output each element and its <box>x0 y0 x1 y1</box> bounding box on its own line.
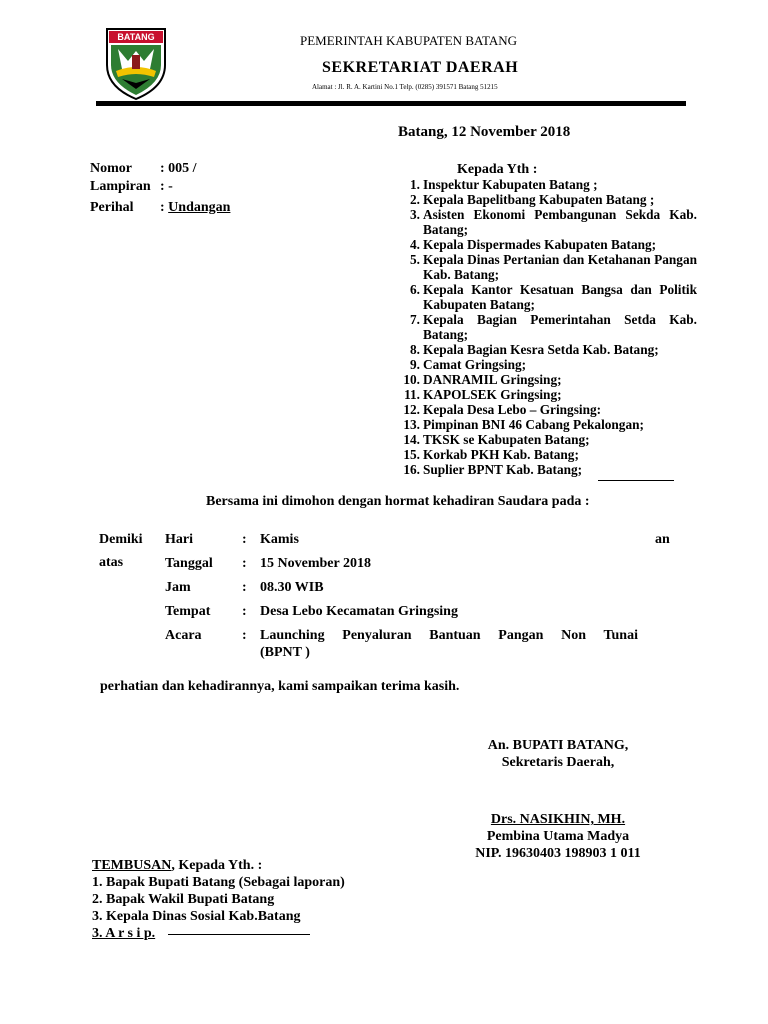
tembusan-underline <box>168 934 310 935</box>
list-item: 6. Kepala Kantor Kesatuan Bangsa dan Politik Kabupaten Batang; <box>410 282 697 312</box>
signature-title: An. BUPATI BATANG, <box>487 738 629 753</box>
signature-position: Sekretaris Daerah, <box>501 755 615 770</box>
detail-tanggal-sep: : <box>242 556 247 571</box>
signatory-name: Drs. NASIKHIN, MH. <box>490 812 626 827</box>
recipient-list <box>388 177 697 477</box>
detail-tempat-sep: : <box>242 604 247 619</box>
government-name: PEMERINTAH KABUPATEN BATANG <box>300 33 518 48</box>
detail-hari-label: Hari <box>165 532 193 547</box>
list-item: 15. Korkab PKH Kab. Batang; <box>403 447 579 462</box>
detail-acara-label: Acara <box>165 628 202 643</box>
list-item: 11. KAPOLSEK Gringsing; <box>404 387 562 402</box>
office-address: Alamat : Jl. R. A. Kartini No.1 Telp. (0285) 391571 Batang 51215 <box>312 83 498 91</box>
tembusan-heading: TEMBUSAN, Kepada Yth. : <box>92 858 263 873</box>
detail-hari-value: Kamis <box>260 532 299 547</box>
office-name: SEKRETARIAT DAERAH <box>322 59 519 76</box>
kepada-heading: Kepada Yth : <box>457 162 538 177</box>
list-item: 13. Pimpinan BNI 46 Cabang Pekalongan; <box>403 417 644 432</box>
detail-tanggal-value: 15 November 2018 <box>260 556 371 571</box>
closing-text: perhatian dan kehadirannya, kami sampaikan terima kasih. <box>100 679 460 694</box>
meta-nomor-label: Nomor <box>90 161 132 176</box>
list-item: 14. TKSK se Kabupaten Batang; <box>403 432 590 447</box>
list-item: 12. Kepala Desa Lebo – Gringsing: <box>403 402 602 417</box>
list-item: 5. Kepala Dinas Pertanian dan Ketahanan Pangan Kab. Batang; <box>410 252 697 282</box>
detail-acara-sep: : <box>242 628 247 643</box>
list-item: 16. Suplier BPNT Kab. Batang; <box>403 462 583 477</box>
detail-acara-value-2: (BPNT ) <box>260 645 310 660</box>
detail-hari-sep: : <box>242 532 247 547</box>
recipient-underline <box>598 480 674 481</box>
logo-text: BATANG <box>117 32 155 42</box>
letterhead-rule <box>96 101 686 106</box>
tembusan-section <box>92 857 345 942</box>
detail-jam-value: 08.30 WIB <box>260 580 324 595</box>
detail-tempat-label: Tempat <box>165 604 211 619</box>
list-item: 3. Asisten Ekonomi Pembangunan Sekda Kab. Batang; <box>410 207 697 237</box>
signatory-rank: Pembina Utama Madya <box>486 829 630 844</box>
meta-lampiran-label: Lampiran <box>90 179 151 194</box>
list-item: 1. Inspektur Kabupaten Batang ; <box>410 177 598 192</box>
meta-perihal-label: Perihal <box>90 200 134 215</box>
demikian-right: an <box>655 532 670 547</box>
perihal-subject: Undangan <box>168 200 231 215</box>
intro-text: Bersama ini dimohon dengan hormat kehadiran Saudara pada : <box>206 494 590 509</box>
detail-acara-value: Launching Penyaluran Bantuan Pangan Non Tunai <box>260 628 638 643</box>
list-item: 7. Kepala Bagian Pemerintahan Setda Kab. Batang; <box>410 312 697 342</box>
meta-lampiran-value: : - <box>160 179 173 194</box>
letter-date: Batang, 12 November 2018 <box>398 124 571 140</box>
signatory-nip: NIP. 19630403 198903 1 011 <box>475 846 641 861</box>
demikian-left-2: atas <box>99 555 124 570</box>
demikian-left: Demiki <box>99 532 143 547</box>
list-item: 3. A r s i p. <box>92 926 156 941</box>
list-item: 2. Kepala Bapelitbang Kabupaten Batang ; <box>410 192 655 207</box>
list-item: 1. Bapak Bupati Batang (Sebagai laporan) <box>92 875 345 890</box>
list-item: 10. DANRAMIL Gringsing; <box>403 372 562 387</box>
meta-nomor-value: : 005 / <box>160 161 197 176</box>
detail-tempat-value: Desa Lebo Kecamatan Gringsing <box>260 604 458 619</box>
list-item: 8. Kepala Bagian Kesra Setda Kab. Batang; <box>410 342 659 357</box>
meta-perihal-value: : Undangan <box>160 200 231 215</box>
detail-jam-label: Jam <box>165 580 191 595</box>
list-item: 4. Kepala Dispermades Kabupaten Batang; <box>410 237 657 252</box>
detail-tanggal-label: Tanggal <box>165 556 213 571</box>
detail-jam-sep: : <box>242 580 247 595</box>
list-item: 2. Bapak Wakil Bupati Batang <box>92 892 275 907</box>
list-item: 9. Camat Gringsing; <box>410 357 527 372</box>
regency-logo <box>104 25 168 101</box>
list-item: 3. Kepala Dinas Sosial Kab.Batang <box>92 909 301 924</box>
